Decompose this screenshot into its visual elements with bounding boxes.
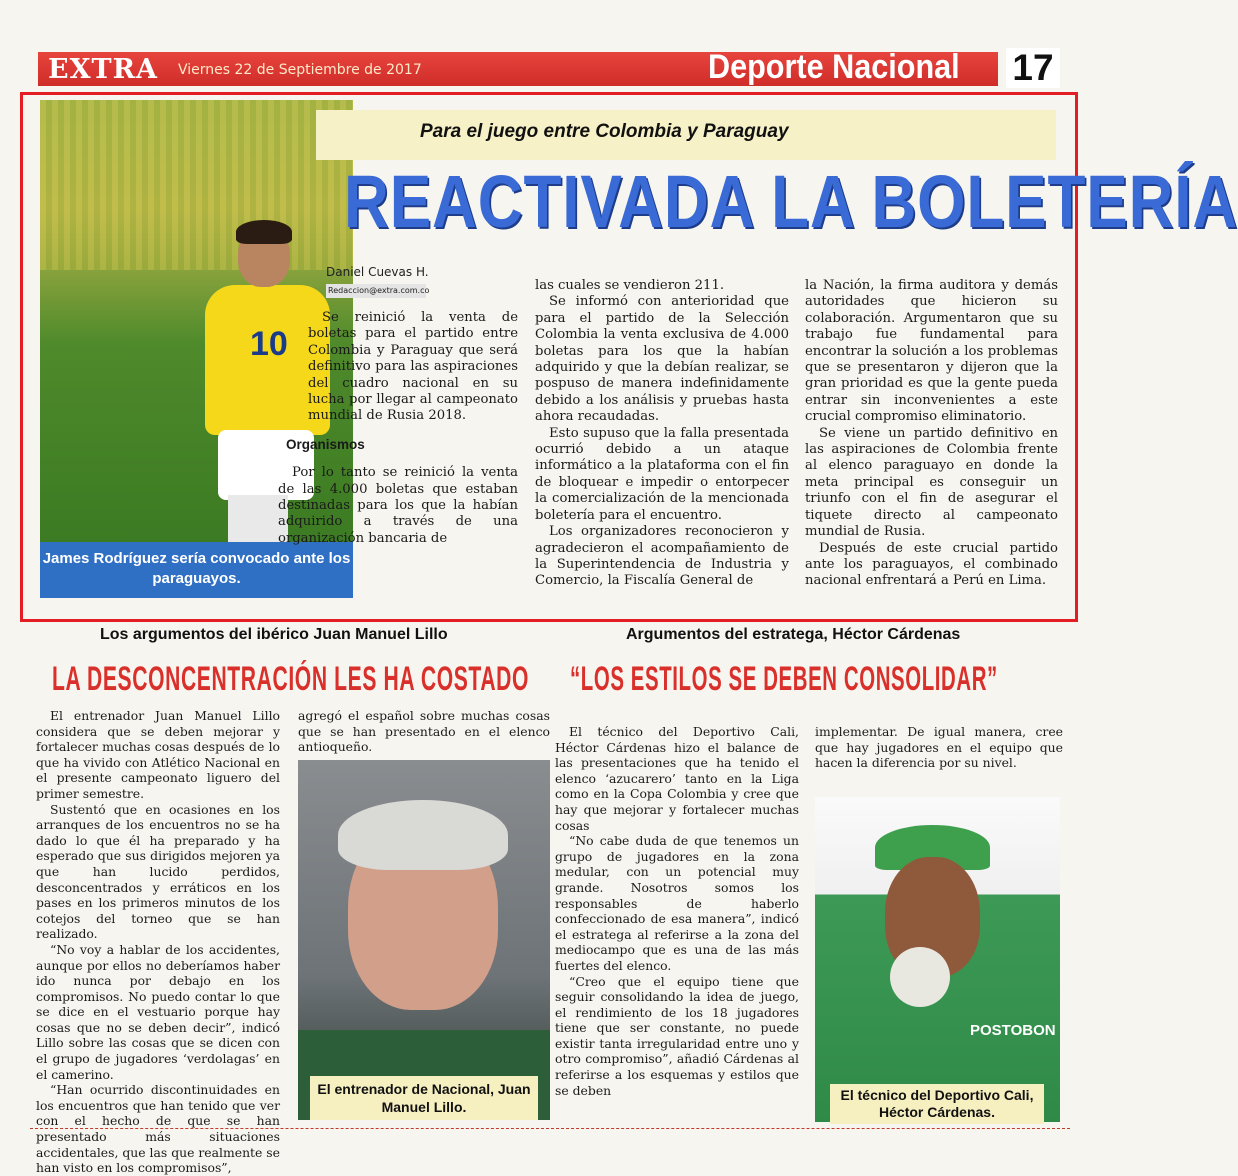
- subhead-organismos: Organismos: [286, 436, 365, 452]
- lillo-column-2: [298, 708, 550, 755]
- paragraph: Sustentó que en ocasiones en los arranques de los encuentros no se ha dado lo que él ha preparado y ha esperado que sus dirigidos mejoren ya que han lucido perdidos, desconcentrados y erráticos en los pases en los primeros minutos de los cotejos del torneo que se han realizado.: [36, 801, 280, 942]
- paragraph: El entrenador Juan Manuel Lillo considera que se deben mejorar y fortalecer muchas cosas después de lo que ha vivido con Atlético Nacional en el presente campeonato liguero del primer semestre.: [36, 708, 280, 801]
- bottom-divider: [30, 1128, 1070, 1129]
- cardenas-headline: “LOS ESTILOS SE DEBEN CONSOLIDAR”: [570, 660, 998, 698]
- paragraph: la Nación, la firma auditora y demás autoridades que hicieron su colaboración. Argumentaron que su trabajo fue fundamental para encontrar la solución a los problemas que se presentaron y dijeron que la gran prioridad es que la gente pueda entrar sin inconvenientes a este crucial compromiso eliminatorio.: [805, 278, 1058, 425]
- paragraph: “No voy a hablar de los accidentes, aunque por ellos no deberíamos haber ido nunca por debajo en los compromisos. No puedo contar lo que se dice en el vestuario porque hay cosas que no se deben decir”, indicó Lillo sobre las cosas que se dicen con el grupo de jugadores ‘verdolagas’ en el camerino.: [36, 941, 280, 1082]
- james-photo-caption: James Rodríguez sería convocado ante los paraguayos.: [40, 542, 353, 598]
- paragraph: “No cabe duda de que tenemos un grupo de jugadores en la zona medular, con un potencial muy grande. Nosotros somos los responsables de haberlo confeccionado de esa manera”, indicó el estratega al referirse a la zona del mediocampo que es una de las más fuertes del elenco.: [555, 833, 799, 973]
- cardenas-column-1: [555, 724, 799, 1098]
- main-column-3: [805, 278, 1058, 590]
- player-hair: [236, 220, 292, 244]
- main-column-1: [278, 310, 518, 547]
- issue-date: Viernes 22 de Septiembre de 2017: [178, 62, 422, 78]
- paragraph: las cuales se vendieron 211.: [535, 278, 725, 293]
- paragraph: “Creo que el equipo tiene que seguir consolidando la idea de juego, el rendimiento de los 18 jugadores tiene que ser constante, no puede existir tanta irregularidad entre uno y otro compromiso”, añadió Cárdenas al referirse a los esquemas y estilos que se deben: [555, 973, 799, 1098]
- shirt-number: 10: [250, 325, 288, 363]
- byline-email: Redaccion@extra.com.co: [326, 284, 426, 298]
- lillo-kicker: Los argumentos del ibérico Juan Manuel Lillo: [100, 626, 448, 643]
- cardenas-photo: [815, 797, 1060, 1122]
- newspaper-logo: EXTRA: [48, 54, 159, 85]
- main-column-2: [535, 278, 789, 590]
- paragraph: Se reinició la venta de boletas para el partido entre Colombia y Paraguay que será definitivo para las aspiraciones del cuadro nacional en su lucha por llegar al campeonato mundial de Rusia 2018.: [308, 310, 518, 424]
- microphone-icon: [890, 947, 950, 1007]
- sponsor-logo: POSTOBON: [970, 1022, 1056, 1039]
- paragraph: Esto supuso que la falla presentada ocurrió debido a un ataque informático a la plataforma con el fin de bloquear e impedir o entorpecer la comercialización de la mencionada boletería para el encuentro.: [535, 425, 789, 523]
- lillo-column-1: [36, 708, 280, 1176]
- section-title: Deporte Nacional: [708, 48, 960, 86]
- page-header: [38, 48, 1060, 88]
- cardenas-column-2: [815, 724, 1063, 771]
- page-number: 17: [1006, 48, 1060, 88]
- paragraph: Se informó con anterioridad que para el partido de la Selección Colombia la venta exclusiva de 4.000 boletas para los que la habían adquirido y que la debían realizar, se pospuso de manera indefinidamente debido a los análisis y pruebas hasta ahora recaudadas.: [535, 294, 789, 425]
- lillo-photo: [298, 760, 550, 1120]
- byline: Daniel Cuevas H.: [326, 265, 429, 279]
- cardenas-kicker: Argumentos del estratega, Héctor Cárdenas: [626, 626, 961, 643]
- paragraph: implementar. De igual manera, cree que hay jugadores en el equipo que hacen la diferencia por su nivel.: [815, 724, 1063, 771]
- paragraph: “Han ocurrido discontinuidades en los encuentros que han tenido que ver con el hecho de que se han presentado más situaciones accidentales, que las que realmente se han visto en los compromisos”,: [36, 1082, 280, 1176]
- lillo-photo-caption: El entrenador de Nacional, Juan Manuel Lillo.: [310, 1076, 538, 1120]
- main-headline: REACTIVADA LA BOLETERÍA: [344, 160, 1238, 243]
- main-kicker: Para el juego entre Colombia y Paraguay: [420, 121, 789, 142]
- paragraph: Por lo tanto se reinició la venta de las 4.000 boletas que estaban destinadas para los que la habían adquirido a través de una organización bancaria de: [278, 465, 518, 546]
- paragraph: Después de este crucial partido ante los paraguayos, el combinado nacional enfrentará a Perú en Lima.: [805, 540, 1058, 589]
- lillo-headline: LA DESCONCENTRACIÓN LES HA COSTADO: [52, 660, 530, 698]
- paragraph: agregó el español sobre muchas cosas que se han presentado en el elenco antioqueño.: [298, 708, 550, 755]
- stadium-stand: [40, 100, 353, 270]
- paragraph: Se viene un partido definitivo en las aspiraciones de Colombia frente al elenco paraguayo en donde la meta principal es conseguir un triunfo con el fin de asegurar el tiquete directo al campeonato mundial de Rusia.: [805, 425, 1058, 540]
- lillo-hair: [338, 800, 508, 870]
- cardenas-photo-caption: El técnico del Deportivo Cali, Héctor Cárdenas.: [830, 1084, 1044, 1124]
- paragraph: El técnico del Deportivo Cali, Héctor Cárdenas hizo el balance de las presentaciones que ha tenido el elenco ‘azucarero’ tanto en la Liga como en la Copa Colombia y cree que hay que mejorar y fortalecer muchas cosas: [555, 724, 799, 833]
- paragraph: Los organizadores reconocieron y agradecieron el acompañamiento de la Superintendencia de Industria y Comercio, la Fiscalía General de: [535, 524, 789, 589]
